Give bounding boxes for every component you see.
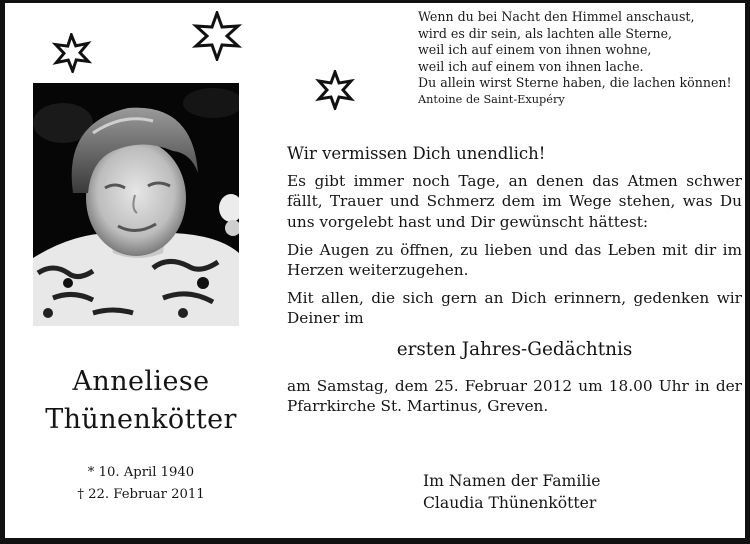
star-icon (315, 70, 355, 110)
message-paragraph: Mit allen, die sich gern an Dich erinnern, gedenken wir Deiner im (287, 289, 742, 328)
portrait-photo (33, 83, 239, 326)
poem-author: Antoine de Saint-Exupéry (418, 92, 565, 106)
poem-line: weil ich auf einem von ihnen wohne, (418, 42, 652, 57)
poem-line: Wenn du bei Nacht den Himmel anschaust, (418, 9, 695, 24)
message-headline: Wir vermissen Dich unendlich! (287, 144, 546, 163)
poem-line: wird es dir sein, als lachten alle Sterne, (418, 25, 673, 41)
signature-name: Claudia Thünenkötter (423, 494, 597, 512)
star-icon (52, 33, 92, 73)
anniversary-title: ersten Jahres-Gedächtnis (396, 338, 633, 360)
birth-date: * 10. April 1940 (87, 465, 195, 480)
life-dates (25, 462, 257, 506)
death-date: † 22. Februar 2011 (77, 487, 205, 502)
poem-quote (418, 9, 748, 107)
memorial-message (287, 144, 742, 416)
signature-line: Im Namen der Familie (423, 472, 601, 490)
star-icon (192, 11, 242, 61)
message-paragraph: Die Augen zu öffnen, zu lieben und das Leben mit dir im Herzen weiterzugehen. (287, 240, 742, 280)
message-paragraph: Es gibt immer noch Tage, an denen das Atmen schwer fällt, Trauer und Schmerz dem im Wege stehen, was Du uns vorgelebt hast und Dir gewünscht hättest: (287, 172, 742, 231)
last-name: Thünenkötter (45, 404, 237, 435)
deceased-name (25, 363, 257, 439)
poem-line: weil ich auf einem von ihnen lache. (418, 58, 644, 74)
service-details: am Samstag, dem 25. Februar 2012 um 18.00 Uhr in der Pfarrkirche St. Martinus, Greven. (287, 376, 742, 415)
poem-line: Du allein wirst Sterne haben, die lachen können! (418, 75, 732, 90)
first-name: Anneliese (72, 366, 210, 397)
family-signature (423, 470, 601, 514)
